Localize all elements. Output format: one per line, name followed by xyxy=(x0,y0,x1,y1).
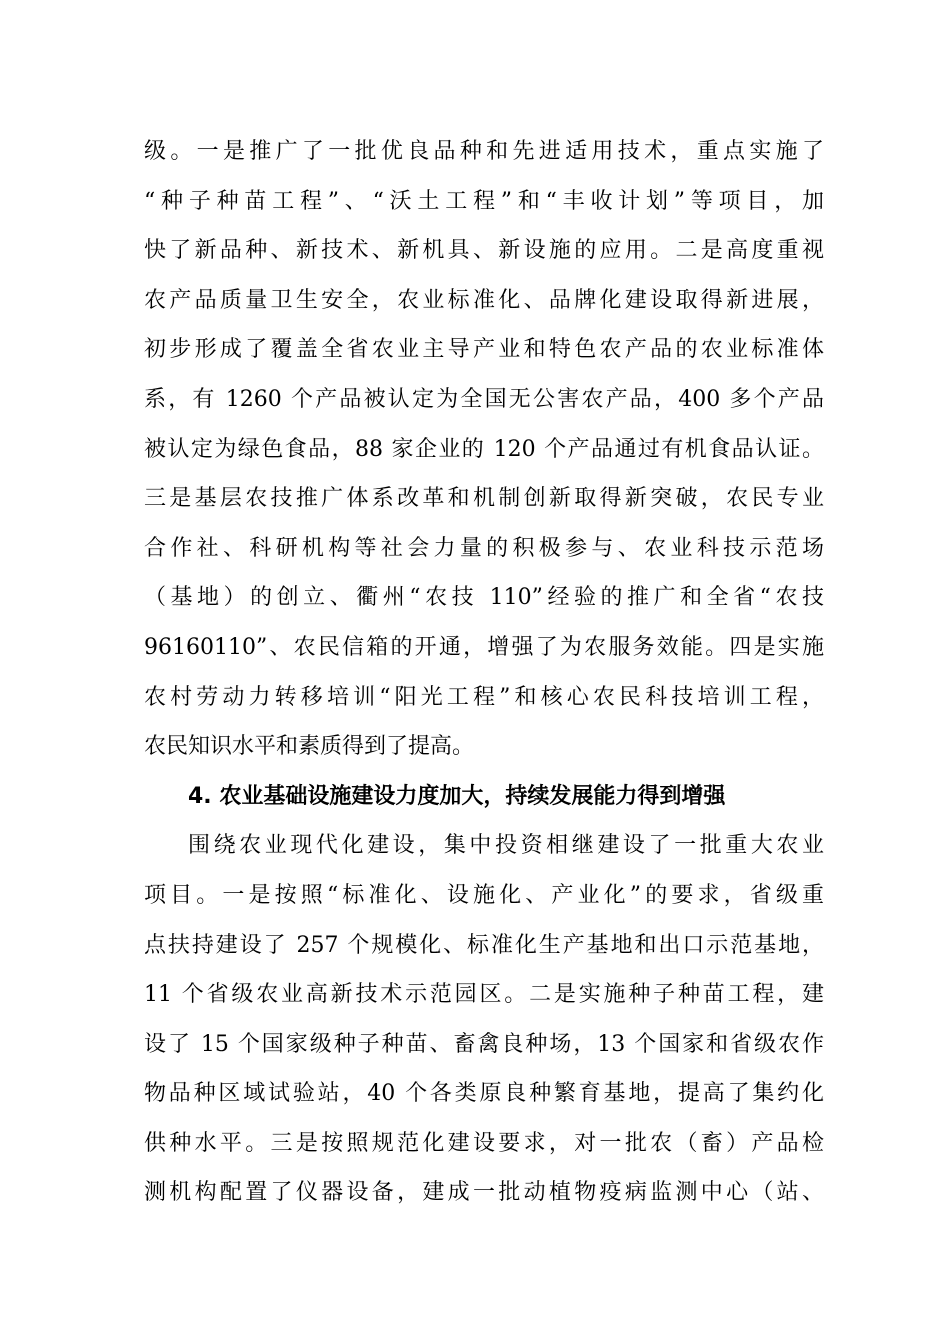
paragraph-line: 合作社、科研机构等社会力量的积极参与、农业科技示范场 xyxy=(144,535,824,561)
paragraph-line: 快了新品种、新技术、新机具、新设施的应用。二是高度重视 xyxy=(144,238,824,264)
paragraph-line: 三是基层农技推广体系改革和机制创新取得新突破，农民专业 xyxy=(144,486,824,512)
paragraph-line: 级。一是推广了一批优良品种和先进适用技术，重点实施了 xyxy=(144,139,824,164)
paragraph-line: 11 个省级农业高新技术示范园区。二是实施种子种苗工程，建 xyxy=(144,982,824,1008)
paragraph-line: 点扶持建设了 257 个规模化、标准化生产基地和出口示范基地， xyxy=(144,932,824,958)
paragraph-line: 系，有 1260 个产品被认定为全国无公害农产品，400 多个产品 xyxy=(144,386,824,412)
paragraph-line: 供种水平。三是按照规范化建设要求，对一批农（畜）产品检 xyxy=(144,1130,824,1156)
body-text xyxy=(144,127,824,1218)
section-heading: 4. 农业基础设施建设力度加大，持续发展能力得到增强 xyxy=(188,783,726,809)
paragraph-line: 测机构配置了仪器设备，建成一批动植物疫病监测中心（站、 xyxy=(144,1180,824,1206)
paragraph-line: 农民知识水平和素质得到了提高。 xyxy=(144,734,475,760)
paragraph-line: 农产品质量卫生安全，农业标准化、品牌化建设取得新进展， xyxy=(144,287,824,313)
paragraph-line: 96160110”、农民信箱的开通，增强了为农服务效能。四是实施 xyxy=(144,634,824,660)
paragraph-line: 初步形成了覆盖全省农业主导产业和特色农产品的农业标准体 xyxy=(144,337,824,363)
paragraph-line: 围绕农业现代化建设，集中投资相继建设了一批重大农业 xyxy=(188,833,824,859)
paragraph-line: “种子种苗工程”、“沃土工程”和“丰收计划”等项目，加 xyxy=(144,188,824,214)
paragraph-line: 物品种区域试验站，40 个各类原良种繁育基地，提高了集约化 xyxy=(144,1081,824,1107)
paragraph-line: 被认定为绿色食品，88 家企业的 120 个产品通过有机食品认证。 xyxy=(144,436,824,462)
paragraph-line: 设了 15 个国家级种子种苗、畜禽良种场，13 个国家和省级农作 xyxy=(144,1031,824,1057)
paragraph-line: （基地）的创立、衢州“农技 110”经验的推广和全省“农技 xyxy=(144,585,824,611)
paragraph-line: 项目。一是按照“标准化、设施化、产业化”的要求，省级重 xyxy=(144,882,824,908)
paragraph-line: 农村劳动力转移培训“阳光工程”和核心农民科技培训工程， xyxy=(144,684,824,710)
